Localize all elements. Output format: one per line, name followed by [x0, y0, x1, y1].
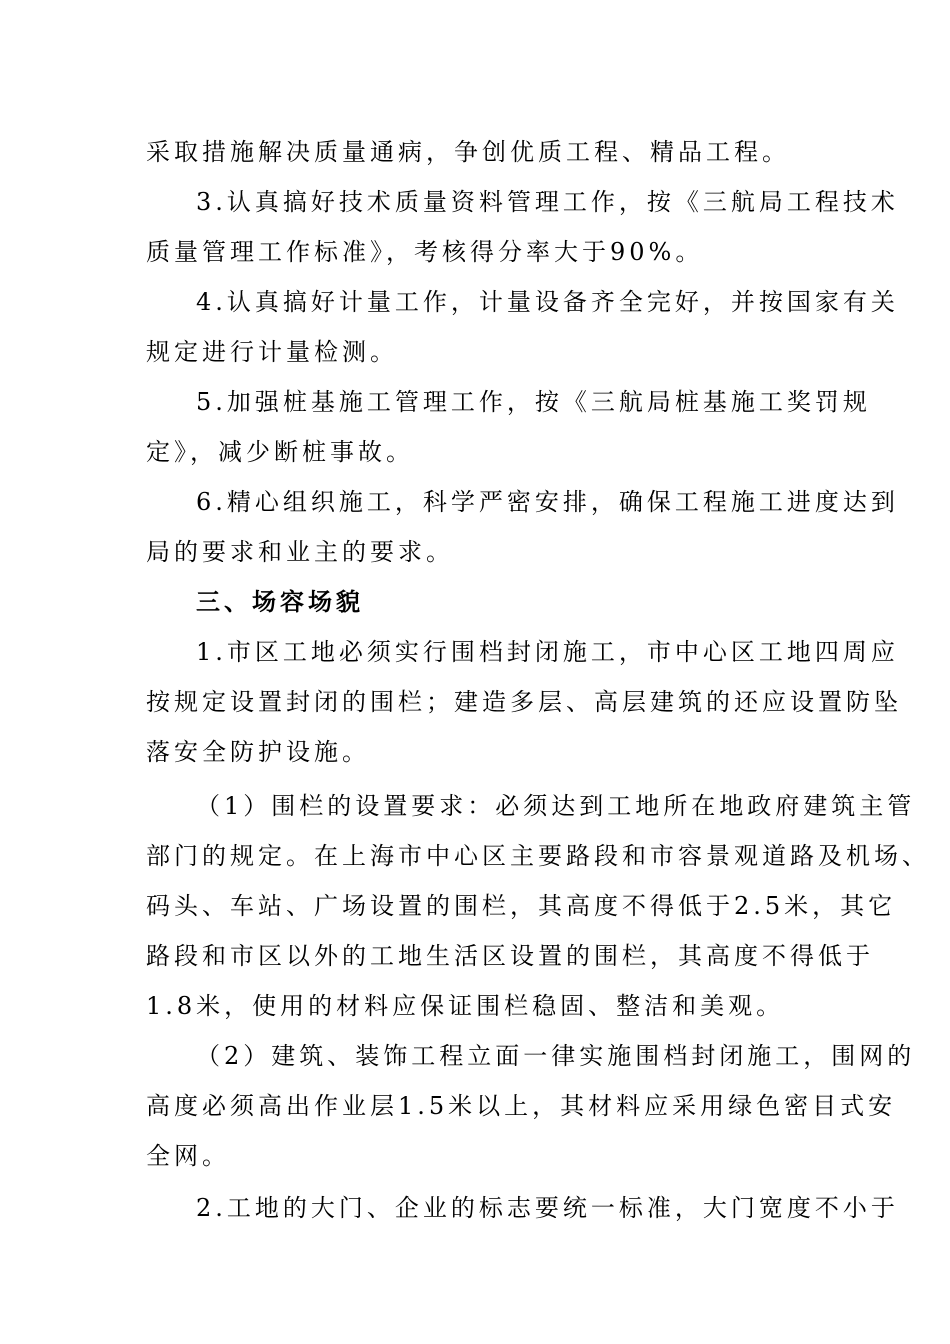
paragraph-line: 路段和市区以外的工地生活区设置的围栏，其高度不得低于 — [146, 942, 874, 970]
paragraph-line: 1.8米，使用的材料应保证围栏稳固、整洁和美观。 — [146, 992, 785, 1020]
section-heading: 三、场容场貌 — [196, 587, 364, 616]
paragraph-line: 5.加强桩基施工管理工作，按《三航局桩基施工奖罚规 — [196, 388, 871, 416]
paragraph-line: 落安全防护设施。 — [146, 738, 370, 766]
paragraph-line: 全网。 — [146, 1142, 230, 1170]
paragraph-line: （2）建筑、装饰工程立面一律实施围档封闭施工，围网的 — [196, 1042, 916, 1070]
paragraph-line: 2.工地的大门、企业的标志要统一标准，大门宽度不小于 — [196, 1194, 899, 1222]
paragraph-line: 采取措施解决质量通病，争创优质工程、精品工程。 — [146, 138, 790, 166]
paragraph-line: 1.市区工地必须实行围档封闭施工，市中心区工地四周应 — [196, 638, 899, 666]
paragraph-line: 4.认真搞好计量工作，计量设备齐全完好，并按国家有关 — [196, 288, 899, 316]
paragraph-line: 高度必须高出作业层1.5米以上，其材料应采用绿色密目式安 — [146, 1092, 897, 1120]
paragraph-line: 规定进行计量检测。 — [146, 338, 398, 366]
paragraph-line: 定》，减少断桩事故。 — [146, 438, 414, 466]
paragraph-line: 局的要求和业主的要求。 — [146, 538, 454, 566]
paragraph-line: 按规定设置封闭的围栏；建造多层、高层建筑的还应设置防坠 — [146, 688, 902, 716]
paragraph-line: 部门的规定。在上海市中心区主要路段和市容景观道路及机场、 — [146, 842, 930, 870]
paragraph-line: 质量管理工作标准》，考核得分率大于90%。 — [146, 238, 704, 266]
paragraph-line: 码头、车站、广场设置的围栏，其高度不得低于2.5米，其它 — [146, 892, 897, 920]
paragraph-line: 6.精心组织施工，科学严密安排，确保工程施工进度达到 — [196, 488, 899, 516]
paragraph-line: 3.认真搞好技术质量资料管理工作，按《三航局工程技术 — [196, 188, 899, 216]
paragraph-line: （1）围栏的设置要求：必须达到工地所在地政府建筑主管 — [196, 792, 916, 820]
